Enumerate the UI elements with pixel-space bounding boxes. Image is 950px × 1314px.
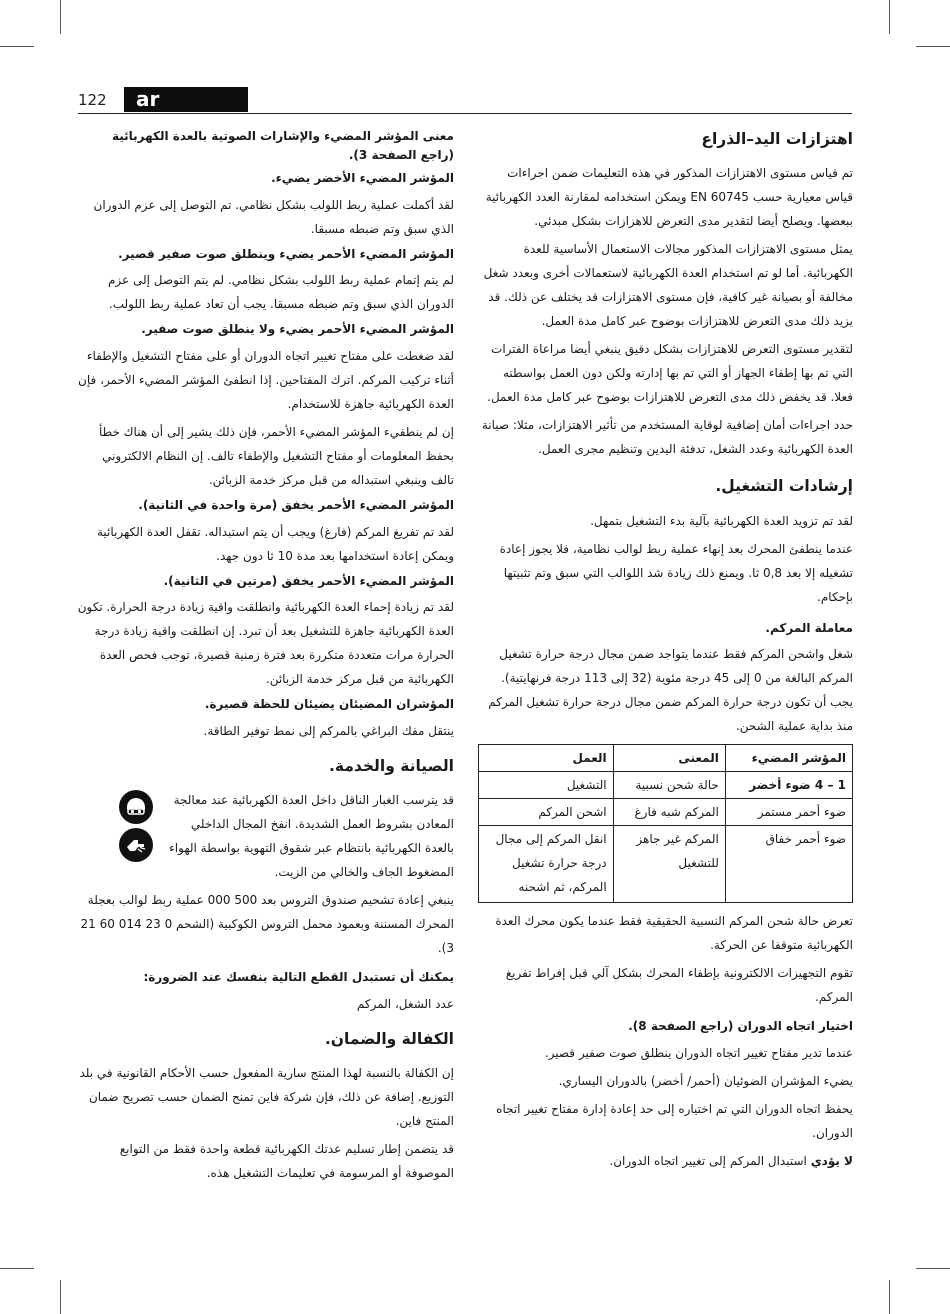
direction-title: اختيار اتجاه الدوران (راجع الصفحة 8). (628, 1019, 853, 1034)
vibration-paragraph: يمثل مستوى الاهتزازات المذكور مجالات الاستعمال الأساسية للعدة الكهربائية. أما لو تم استخدام العدة الكهربائية لاستعمالات أخرى وبعدد شغل مخالفة أو بصيانة غير كافية، فإن مستوى الاهتزازات قد يختلف عن ذلك. قد يزيد ذلك مدى التعرض للاهتزازات بوضوح عبر كامل مدة العمل. (483, 242, 853, 329)
crop-mark (916, 46, 950, 47)
crop-mark (916, 1268, 950, 1269)
vibration-paragraph: لتقدير مستوى التعرض للاهتزازات بشكل دقيق ينبغي أيضا مراعاة الفترات التي تم بها إطفاء الجهاز أو التي تم بها إدارته ولكن دون العمل بواسطته فعلا. قد يخفض ذلك مدى التعرض للاهتزازات بوضوح عبر كامل مدة العمل. (487, 342, 853, 405)
signal-title: معنى المؤشر المضيء والإشارات الصوتية بالعدة الكهربائية (راجع الصفحة 3). (111, 129, 454, 162)
direction-paragraph: يضيء المؤشران الضوئيان (أحمر/ أخضر) بالدوران اليساري. (558, 1073, 853, 1088)
parts-heading: يمكنك أن تستبدل القطع التالية بنفسك عند الضرورة: (143, 970, 454, 984)
warranty-paragraph: قد يتضمن إطار تسليم عدتك الكهربائية قطعة واحدة فقط من التوابع الموصوفة أو المرسومة في تعليمات التشغيل هذه. (119, 1141, 454, 1180)
maintenance-icons (77, 790, 157, 824)
table-header-cell: العمل (479, 745, 614, 772)
signal-paragraph: لقد تم زيادة إحماء العدة الكهربائية وانطلقت واقية زيادة درجة الحرارة. تكون العدة الكهربائية جاهزة للتشغيل بعد أن تبرد. إن انطلقت واقية زيادة درجة الحرارة مرات متعددة متكررة بعد فترة زمنية قصيرة، توجب فحص العدة الكهربائية من قبل مركز خدمة الزبائن. (77, 600, 454, 687)
direction-note-bold: لا يؤدي (810, 1153, 853, 1168)
signal-heading: المؤشر المضيء الأحمر يضيء وينطلق صوت صفير قصير. (118, 246, 454, 261)
table-row (479, 772, 853, 799)
page-header (78, 87, 852, 114)
signal-paragraph: لقد أكملت عملية ربط اللولب بشكل نظامي. تم التوصل إلى عزم الدوران الذي سبق وتم ضبطه مسبقا. (93, 197, 454, 236)
table-cell: حالة شحن نسبية (613, 772, 725, 799)
vibration-title: اهتزازات اليد–الذراع (701, 130, 853, 148)
maintenance-paragraph: قد يترسب الغبار الناقل داخل العدة الكهربائية عند معالجة المعادن بشروط العمل الشديدة. انفخ المجال الداخلي بالعدة الكهربائية بانتظام عبر شقوق التهوية بواسطة الهواء المضغوط الجاف والخالي من الزيت. (169, 793, 454, 879)
left-column (77, 124, 454, 1189)
signal-paragraph: لقد ضغطت على مفتاح تغيير اتجاه الدوران أو على مفتاح التشغيل والإطفاء أثناء تركيب المركم. اترك المفتاحين. إذا انطفئ المؤشر المضيء الأحمر، فإن العدة الكهربائية جاهزة للاستخدام. (78, 348, 454, 411)
table-row (479, 799, 853, 826)
signal-paragraph: ينتقل مفك البراغي بالمركم إلى نمط توفير الطاقة. (203, 723, 454, 738)
table-header-cell: المعنى (613, 745, 725, 772)
page-number: 122 (78, 91, 107, 109)
parts-paragraph: عدد الشغل، المركم (356, 996, 454, 1011)
right-column (478, 124, 853, 1177)
signal-heading: المؤشر المضيء الأحمر يخفق (مرتين في الثانية). (163, 573, 454, 588)
warranty-title: الكفالة والضمان. (324, 1029, 454, 1048)
maintenance-block (77, 788, 454, 884)
signal-heading: المؤشر المضيء الأحمر يخفق (مرة واحدة في الثانية). (138, 497, 454, 512)
language-tab: ar (124, 87, 248, 112)
operating-paragraph: عندما ينطفئ المحرك بعد إنهاء عملية ربط لوالب نظامية، فلا يجوز إعادة تشغيله إلا بعد 0,8 ثا. ويمنع ذلك زيادة شد اللوالب التي سبق وتم تثبيتها بإحكام. (499, 541, 853, 604)
crop-mark (60, 0, 61, 34)
crop-mark (0, 1268, 34, 1269)
direction-note-text: استبدال المركم إلى تغيير اتجاه الدوران. (609, 1153, 811, 1168)
table-cell: ضوء أحمر مستمر (725, 799, 852, 826)
table-cell: ضوء أحمر خفاق (725, 826, 852, 903)
battery-paragraph: تعرض حالة شحن المركم النسبية الحقيقية فقط عندما يكون محرك العدة الكهربائية متوقفا عن الحركة. (495, 914, 853, 953)
compressed-air-icon (119, 828, 153, 862)
signal-heading: المؤشر المضيء الأخضر يضيء. (271, 171, 454, 186)
table-cell: المركم غير جاهز للتشغيل (613, 826, 725, 903)
crop-mark (60, 1280, 61, 1314)
header-rule (78, 113, 852, 114)
battery-paragraph: شغل واشحن المركم فقط عندما يتواجد ضمن مجال درجة حرارة تشغيل المركم البالغة من 0 إلى 45 درجة مئوية (32 إلى 113 درجة فرنهايتية). يجب أن تكون درجة حرارة المركم ضمن مجال درجة حرارة تشغيل المركم منذ بداية عملية الشحن. (488, 647, 853, 734)
signal-heading: المؤشر المضيء الأحمر يضيء ولا ينطلق صوت صفير. (141, 322, 454, 337)
crop-mark (0, 46, 34, 47)
table-row (479, 826, 853, 903)
maintenance-title: الصيانة والخدمة. (329, 756, 454, 775)
operating-title: إرشادات التشغيل. (715, 477, 853, 496)
vibration-paragraph: حدد اجراءات أمان إضافية لوقاية المستخدم من تأثير الاهتزازات، مثلا: صيانة العدة الكهربائية وعدد الشغل، تدفئة اليدين وتنظيم مجرى العمل. (481, 418, 853, 457)
signal-paragraph: إن لم ينطفيء المؤشر المضيء الأحمر، فإن ذلك يشير إلى أن هناك خطأ بحفظ المعلومات أو مفتاح التشغيل والإطفاء تالف. إن النظام الالكتروني تالف وينبغي استبداله من قبل مركز خدمة الزبائن. (98, 424, 454, 487)
signal-paragraph: لقد تم تفريغ المركم (فارغ) ويجب أن يتم استبداله. تقفل العدة الكهربائية ويمكن إعادة استخدامها بعد مدة 10 ثا دون جهد. (96, 524, 454, 563)
table-cell: 1 – 4 ضوء أخضر (725, 772, 852, 799)
table-header-row (479, 745, 853, 772)
eye-protection-icon (119, 790, 153, 824)
warranty-paragraph: إن الكفالة بالنسبة لهذا المنتج سارية المفعول حسب الأحكام القانونية في بلد التوزيع. إضافة عن ذلك، فإن شركة فاين تمنح الضمان حسب تصريح ضمان المنتج فاين. (79, 1065, 454, 1128)
table-cell: التشغيل (479, 772, 614, 799)
table-cell: اشحن المركم (479, 799, 614, 826)
signal-heading: المؤشران المضيئان يضيئان للحظة قصيرة. (204, 697, 454, 712)
direction-paragraph (478, 1149, 853, 1173)
table-cell: المركم شبه فارغ (613, 799, 725, 826)
operating-paragraph: لقد تم تزويد العدة الكهربائية بآلية بدء التشغيل بتمهل. (590, 513, 853, 528)
indicator-table (478, 744, 853, 903)
crop-mark (889, 0, 890, 34)
battery-paragraph: تقوم التجهيزات الالكترونية بإطفاء المحرك بشكل آلي قبل إفراط تفريغ المركم. (505, 966, 853, 1005)
signal-paragraph: لم يتم إتمام عملية ربط اللولب بشكل نظامي. لم يتم التوصل إلى عزم الدوران الذي سبق وتم ضبطه مسبقا. يجب أن تعاد عملية ربط اللولب. (107, 273, 454, 312)
crop-mark (889, 1280, 890, 1314)
table-header-cell: المؤشر المضيء (725, 745, 852, 772)
vibration-paragraph: تم قياس مستوى الاهتزازات المذكور في هذه التعليمات ضمن اجراءات قياس معيارية حسب EN 60745 ويمكن استخدامه لمقارنة العدد الكهربائية ببعضها. ويصلح أيضا لتقدير مدى التعرض للاهزازات بشكل مبدئي. (485, 166, 853, 229)
direction-paragraph: عندما تدير مفتاح تغيير اتجاه الدوران ينطلق صوت صفير قصير. (544, 1045, 853, 1060)
direction-paragraph: يحفظ اتجاه الدوران التي تم اختياره إلى حد إعادة إدارة مفتاح تغيير اتجاه الدوران. (496, 1101, 853, 1140)
maintenance-paragraph: ينبغي إعادة تشحيم صندوق التروس بعد 500 000 عملية ربط لوالب بعجلة المحرك المسننة وبعمود محمل التروس الكوكبية (الشحم 0 23 014 60 21 3). (80, 893, 454, 955)
battery-title: معاملة المركم. (765, 620, 853, 635)
table-cell: انقل المركم إلى مجال درجة حرارة تشغيل المركم، ثم اشحنه (479, 826, 614, 903)
